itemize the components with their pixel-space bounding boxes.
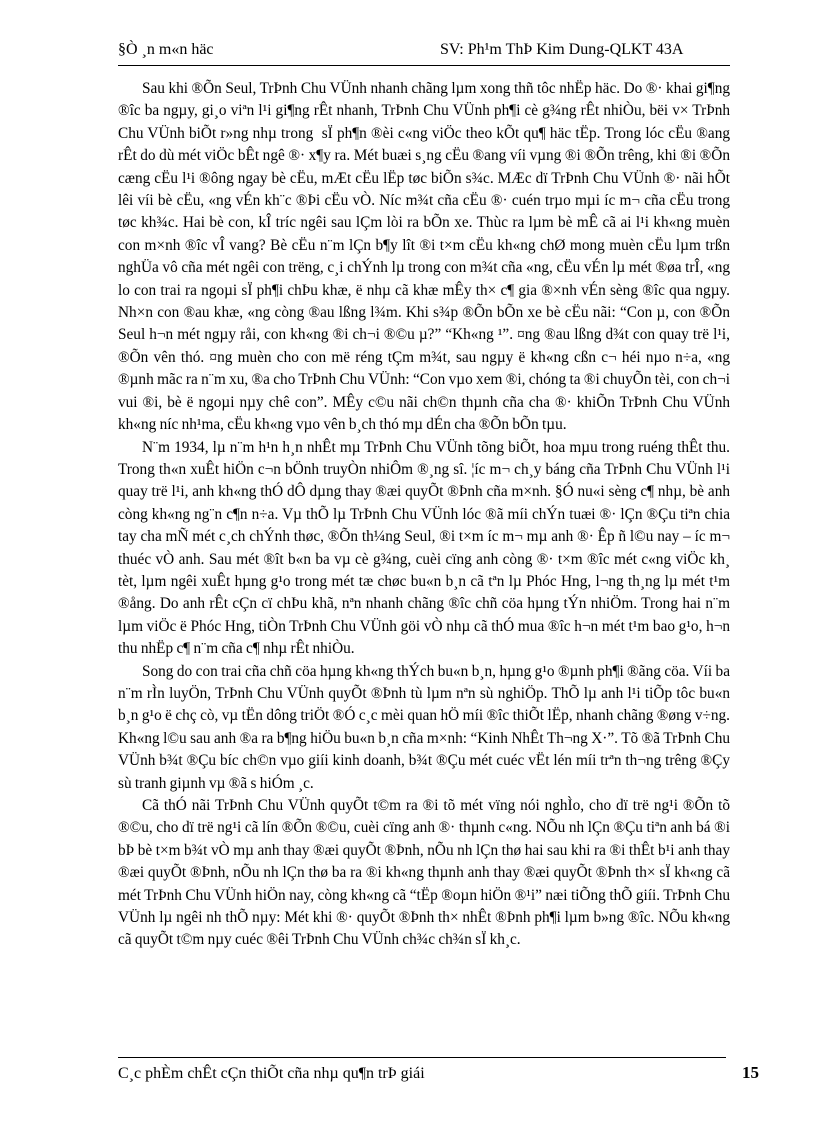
header-student-info: SV: Ph¹m ThÞ Kim Dung-QLKT 43A xyxy=(440,41,684,58)
footer-divider xyxy=(118,1057,726,1058)
header-divider xyxy=(118,65,730,66)
paragraph-4: Cã thÓ nãi TrÞnh Chu VÜnh quyÕt t©m ra ®i tõ mét vïng nói nghÌo, cho dï trë ng¹i ®Õn tõ ®©u, cho dï trë ng¹i cã lín ®Õn ®©u, cuèi cïng anh ®· thµnh c«ng. NÕu nh lÇn ®Çu tiªn anh bá ®i bÞ bè t×m b¾t vÒ mµ anh thay ®æi quyÕt ®Þnh, nÕu nh lÇn thø hai sau khi ra ®i thÊt b¹i anh thay ®æi quyÕt ®Þnh, nÕu nh lÇn thø ba ra ®i kh«ng thµnh anh thay ®æi quyÕt ®Þnh th× sÏ kh«ng cã mét TrÞnh Chu VÜnh hiÖn nay, còng kh«ng cã “tËp ®oµn hiÖn ®¹i” næi tiÕng thÕ giíi. TrÞnh Chu VÜnh lµ ngêi nh thÕ nµy: Mét khi ®· quyÕt ®Þnh th× nhÊt ®Þnh ph¶i lµm b»ng ®îc. NÕu kh«ng cã quyÕt t©m nµy cuéc ®êi TrÞnh Chu VÜnh ch¾c ch¾n sÏ kh¸c. xyxy=(118,797,730,949)
header-course-title: §Ò ¸n m«n häc xyxy=(118,41,214,58)
page-header xyxy=(118,40,720,66)
page-number: 15 xyxy=(742,1063,759,1082)
paragraph-2: N¨m 1934, lµ n¨m h¹n h¸n nhÊt mµ TrÞnh Chu VÜnh tõng biÕt, hoa mµu trong ruéng thÊt thu. Trong th«n xuÊt hiÖn c¬n bÖnh truyÒn nhiÔm ®¸ng sî. ¦íc m¬ ch¸y báng cña TrÞnh Chu VÜnh l¹i quay trë l¹i, anh kh«ng thÓ dÔ dµng thay ®æi quyÕt ®Þnh cña m×nh. §Ó nu«i sèng c¶ nhµ, bè anh còng kh«ng ng¨n c¶n n÷a. Vµ thÕ lµ TrÞnh Chu VÜnh lóc ®ã míi chÝn tuæi ®· lÇn ®Çu tiªn chia tay cha mÑ mét c¸ch chÝnh thøc, ®Õn th¼ng Seul, ®i t×m íc m¬ mµ anh ®· Êp ñ l©u nay – íc m¬ thuéc vÒ anh. Sau mét ®ît b«n ba vµ cè g¾ng, cuèi cïng anh còng ®· t×m ®îc mét c«ng viÖc kh¸ tèt, lµm ngêi xuÊt hµng g¹o trong mét tæ chøc bu«n b¸n cã tªn lµ Phóc Hng, l¬ng th¸ng lµ mét t¹m ®ång. Do anh rÊt cÇn cï chÞu khã, nªn nhanh chãng ®îc chñ cöa hµng tÝn nhiÖm. Trong hai n¨m lµm viÖc ë Phóc Hng, tiÒn TrÞnh Chu VÜnh göi vÒ nhµ cã thÓ mua ®îc h¬n mét t¹m bao g¹o, h¬n thu nhËp c¶ n¨m cña c¶ nhµ rÊt nhiÒu. xyxy=(118,438,730,658)
paragraph-1: Sau khi ®Õn Seul, TrÞnh Chu VÜnh nhanh chãng lµm xong thñ tôc nhËp häc. Do ®· khai gi¶ng ®îc ba ngµy, gi¸o viªn l¹i gi¶ng rÊt nhanh, TrÞnh Chu VÜnh ph¶i cè g¾ng rÊt nhiÒu, bëi v× TrÞnh Chu VÜnh biÕt r»ng nhµ trong sÏ ph¶n ®èi c«ng viÖc theo kÕt qu¶ häc tËp. Trong lóc cËu ®ang rÊt do dù mét viÖc bÊt ngê ®· x¶y ra. Mét buæi s¸ng cËu ®ang víi vµng ®i ®Õn trêng, khi ®i ®Õn cæng cËu l¹i ®ông ngay bè cËu, mÆt cËu lËp tøc biÕn s¾c. MÆc dï TrÞnh Chu VÜnh ®· nãi hÕt lêi víi bè cËu, «ng vÉn kh¨c ®Þi cËu vÒ. Níc m¾t cña cËu ®· cuén trµo mµi íc m¬ cña cËu trong tøc kh¾c. Hai bè con, kÎ tríc ngêi sau lÇm lòi ra bÕn xe. Thùc ra lµm bè mÊ cã ai l¹i kh«ng muèn con m×nh ®îc vÎ vang? Bè cËu n¨m lÇn b¶y lît ®i t×m cËu kh«ng chØ mong muèn cËu lµm trßn nghÜa vô cña mét ngêi con trëng, c¸i chÝnh lµ trong con m¾t cña «ng, cËu vÉn lµ mét ®øa trÎ, «ng lo con trai ra ngoµi sÏ ph¶i chÞu khæ, ë nhµ cã khæ mÊy th× c¶ gia ®×nh vÉn sèng ®îc qua ngµy. Nh×n con ®au khæ, «ng còng ®au lßng l¾m. Khi s¾p ®Õn bÕn xe bè cËu nãi: “Con µ, con ®Õn Seul h¬n mét ngµy råi, con kh«ng ®i ch¬i ®©u µ?” “Kh«ng ¹”. ¤ng ®au lßng d¾t con quay trë l¹i, ®Õn vên thó. ¤ng muèn cho con më réng tÇm m¾t, sau ngµy ë kh«ng cßn c¬ héi nµo n÷a, «ng ®µnh mãc ra n¨m xu, ®a cho TrÞnh Chu VÜnh: “Con vµo xem ®i, chóng ta ®i chuyÕn tèi, con ch¬i vui ®i, bè ë ngoµi nµy chê con”. MÊy c©u nãi ch©n thµnh cña cha ®· khiÕn TrÞnh Chu VÜnh kh«ng níc nh¹ma, cËu kh«ng vµo vên b¸ch thó mµ dÉn cha ®Õn bÕn tµu. xyxy=(118,80,730,434)
footer-title: C¸c phÈm chÊt cÇn thiÕt cña nhµ qu¶n trÞ giái xyxy=(118,1065,425,1082)
paragraph-3: Song do con trai cña chñ cöa hµng kh«ng thÝch bu«n b¸n, hµng g¹o ®µnh ph¶i ®ãng cöa. Víi ba n¨m rÌn luyÖn, TrÞnh Chu VÜnh quyÕt ®Þnh tù lµm nªn sù nghiÖp. ThÕ lµ anh l¹i tiÕp tôc bu«n b¸n g¹o ë chç cò, vµ tËn dông triÖt ®Ó c¸c mèi quan hÖ míi ®îc thiÕt lËp, nhanh chãng ®øng v÷ng. Kh«ng l©u sau anh ®a ra b¶ng hiÖu bu«n b¸n cña m×nh: “Kinh NhÊt Th¬ng X·”. Tõ ®ã TrÞnh Chu VÜnh b¾t ®Çu bíc ch©n vµo giíi kinh doanh, b¾t ®Çu mét cuéc vËt lén míi trªn th¬ng trêng ®Çy sù tranh giµnh vµ ®ã s hiÓm ¸c. xyxy=(118,662,730,792)
body-text xyxy=(118,78,730,1018)
